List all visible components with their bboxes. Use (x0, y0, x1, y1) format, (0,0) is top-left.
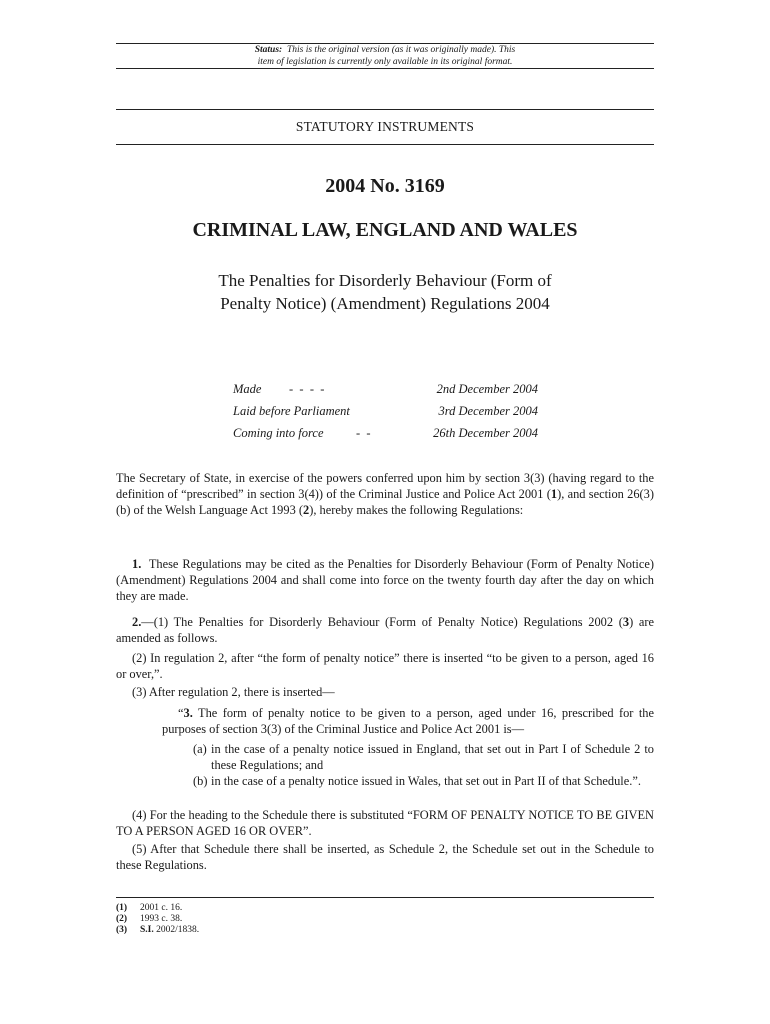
regulation-2-lead: —(1) The Penalties for Disorderly Behaviour (Form of Penalty Notice) Regulations 2002 ( (141, 615, 623, 629)
regulation-2-para-1 (116, 614, 654, 646)
status-label: Status: (254, 45, 283, 55)
series-bottom-rule (116, 144, 654, 145)
date-label-made: Made (233, 382, 262, 396)
item-b-label: (b) (193, 774, 208, 788)
status-text-1: This is the original version (as it was originally made). This (286, 45, 516, 55)
date-value-made: 2nd December 2004 (436, 382, 538, 396)
regulation-2-para-5: (5) After that Schedule there shall be inserted, as Schedule 2, the Schedule set out in the Schedule to these Regulations. (116, 842, 654, 872)
item-a-label: (a) (193, 742, 207, 756)
status-banner (116, 44, 654, 68)
regulation-1 (116, 556, 654, 604)
footnote-1-text: 2001 c. 16. (140, 903, 183, 913)
series-heading: STATUTORY INSTRUMENTS (295, 119, 475, 134)
title-line-1: The Penalties for Disorderly Behaviour (Form of (218, 271, 552, 290)
regulation-2-para-4: (4) For the heading to the Schedule there is substituted “FORM OF PENALTY NOTICE TO BE GIVEN TO A PERSON AGED 16 OR OVER”. (116, 808, 654, 838)
preamble-text-1: The Secretary of State, in exercise of the powers conferred upon him by section 3(3) (having regard to the definition of “prescribed” in section 3(4)) of the Criminal Justice and Police Act 2001 ( (116, 471, 654, 501)
instrument-title (116, 269, 654, 315)
footnote-3-text: 2002/1838. (153, 925, 200, 935)
date-label-laid: Laid before Parliament (233, 404, 350, 418)
inserted-regulation-text: The form of penalty notice to be given to a person, aged under 16, prescribed for the purposes of section 3(3) of the Criminal Justice and Police Act 2001 is— (162, 706, 654, 736)
inserted-item-a (193, 741, 654, 773)
footnote-ref-1[interactable]: 1 (550, 487, 558, 501)
quote-open: “ (178, 706, 184, 720)
regulation-2-number: 2. (132, 615, 142, 629)
inserted-regulation-number: 3. (183, 706, 193, 720)
preamble-text-2: ), and section 26(3)(b) of the Welsh Language Act 1993 ( (116, 487, 654, 517)
date-dashes-force: - - (356, 426, 371, 440)
date-dashes-made: - - - - (289, 382, 325, 396)
regulation-1-number: 1. (132, 557, 142, 571)
instrument-number: 2004 No. 3169 (325, 175, 445, 197)
regulation-2-lead-end: ) are amended as follows. (116, 615, 654, 645)
status-bottom-rule (116, 68, 654, 69)
preamble (116, 470, 654, 518)
footnote-2-text: 1993 c. 38. (140, 914, 183, 924)
footnote-ref-2[interactable]: 2 (303, 503, 310, 517)
date-value-laid: 3rd December 2004 (438, 404, 538, 418)
item-a-text: in the case of a penalty notice issued in England, that set out in Part I of Schedule 2 to these Regulations; and (211, 742, 654, 772)
regulation-2-para-2: (2) In regulation 2, after “the form of penalty notice” there is inserted “to be given to a person, aged 16 or over,”. (116, 651, 654, 681)
title-line-2: Penalty Notice) (Amendment) Regulations 2004 (220, 294, 550, 313)
item-b-text: in the case of a penalty notice issued in Wales, that set out in Part II of that Schedule.”. (211, 774, 641, 788)
footnote-3-bold: S.I. (140, 925, 154, 935)
subject-heading: CRIMINAL LAW, ENGLAND AND WALES (192, 219, 578, 241)
preamble-text-3: ), hereby makes the following Regulations: (309, 503, 524, 517)
footnote-2 (116, 914, 182, 925)
status-line-1 (116, 44, 654, 56)
inserted-regulation-3 (162, 705, 654, 737)
regulation-1-text: These Regulations may be cited as the Penalties for Disorderly Behaviour (Form of Penalty Notice) (Amendment) Regulations 2004 and shall come into force on the twenty fourth day after the day on which they are made. (116, 557, 654, 603)
status-line-2: item of legislation is currently only available in its original format. (257, 57, 513, 67)
footnote-3 (116, 925, 199, 936)
footnote-3-number: (3) (116, 925, 128, 935)
series-top-rule (116, 109, 654, 110)
inserted-item-b (193, 773, 654, 789)
footnote-1 (116, 903, 182, 914)
regulation-2-para-3: (3) After regulation 2, there is inserted— (132, 685, 335, 699)
date-value-force: 26th December 2004 (433, 426, 538, 440)
footnote-ref-3[interactable]: 3 (622, 615, 630, 629)
footnote-1-number: (1) (116, 903, 128, 913)
date-label-force: Coming into force (233, 426, 324, 440)
footnote-rule (116, 897, 654, 898)
footnote-2-number: (2) (116, 914, 128, 924)
